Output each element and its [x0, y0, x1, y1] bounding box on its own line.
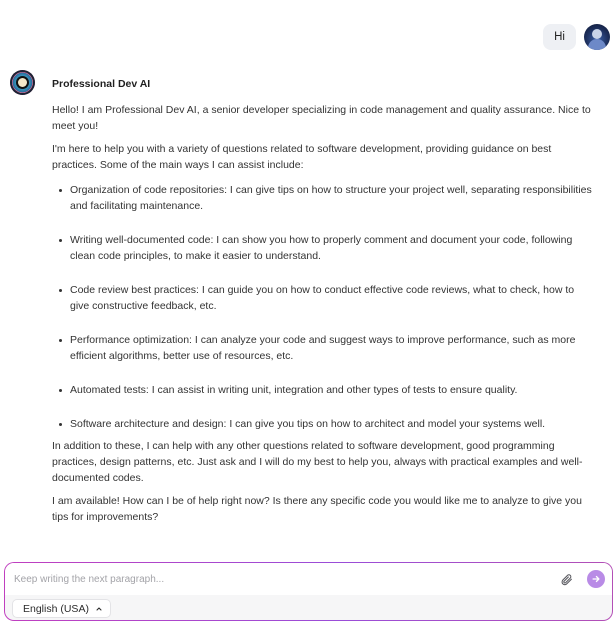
paperclip-icon: [560, 573, 573, 586]
bot-paragraph: I am available! How can I be of help right now? Is there any specific code you would like me to analyze to give you tips for improvements?: [52, 495, 582, 523]
user-message-row: [543, 24, 610, 50]
bot-bullet-list: [52, 182, 592, 432]
bot-avatar-lens: [18, 78, 27, 87]
user-message-bubble: Hi: [543, 24, 576, 50]
bot-paragraph: I'm here to help you with a variety of questions related to software development, providing guidance on best practices. Some of the main ways I can assist include:: [52, 143, 552, 171]
language-label: English (USA): [23, 602, 89, 615]
user-avatar-head: [592, 29, 602, 39]
user-avatar-body: [588, 39, 606, 50]
bullet-item: Writing well-documented code: I can show you how to properly comment and document your code, following clean code principles, to make it easier to understand.: [52, 232, 592, 264]
user-avatar: [584, 24, 610, 50]
chevron-up-icon: [95, 605, 103, 613]
message-input[interactable]: [14, 570, 534, 588]
arrow-right-icon: [591, 574, 601, 584]
bot-message: [52, 102, 592, 532]
bot-paragraph: Hello! I am Professional Dev AI, a senior developer specializing in code management and quality assurance. Nice to meet you!: [52, 104, 591, 132]
send-button[interactable]: [587, 570, 605, 588]
composer-inner: [5, 563, 612, 620]
bullet-item: Software architecture and design: I can give you tips on how to architect and model your systems well.: [52, 416, 592, 432]
composer-input-area: [5, 563, 612, 595]
attach-button[interactable]: [558, 571, 574, 587]
bot-avatar: [10, 70, 35, 95]
message-composer: [4, 562, 613, 621]
bullet-item: Automated tests: I can assist in writing unit, integration and other types of tests to ensure quality.: [52, 382, 592, 398]
language-select[interactable]: [12, 599, 111, 618]
bullet-item: Performance optimization: I can analyze your code and suggest ways to improve performance, such as more efficient algorithms, better use of resources, etc.: [52, 332, 592, 364]
bullet-item: Organization of code repositories: I can give tips on how to structure your project well, separating responsibilities and facilitating maintenance.: [52, 182, 592, 214]
bot-paragraph: In addition to these, I can help with any other questions related to software development, good programming practices, design patterns, etc. Just ask and I will do my best to help you, always with practical examples and well-documented codes.: [52, 440, 583, 484]
bullet-item: Code review best practices: I can guide you on how to conduct effective code reviews, what to check, how to give constructive feedback, etc.: [52, 282, 592, 314]
bot-name: Professional Dev AI: [52, 78, 151, 90]
